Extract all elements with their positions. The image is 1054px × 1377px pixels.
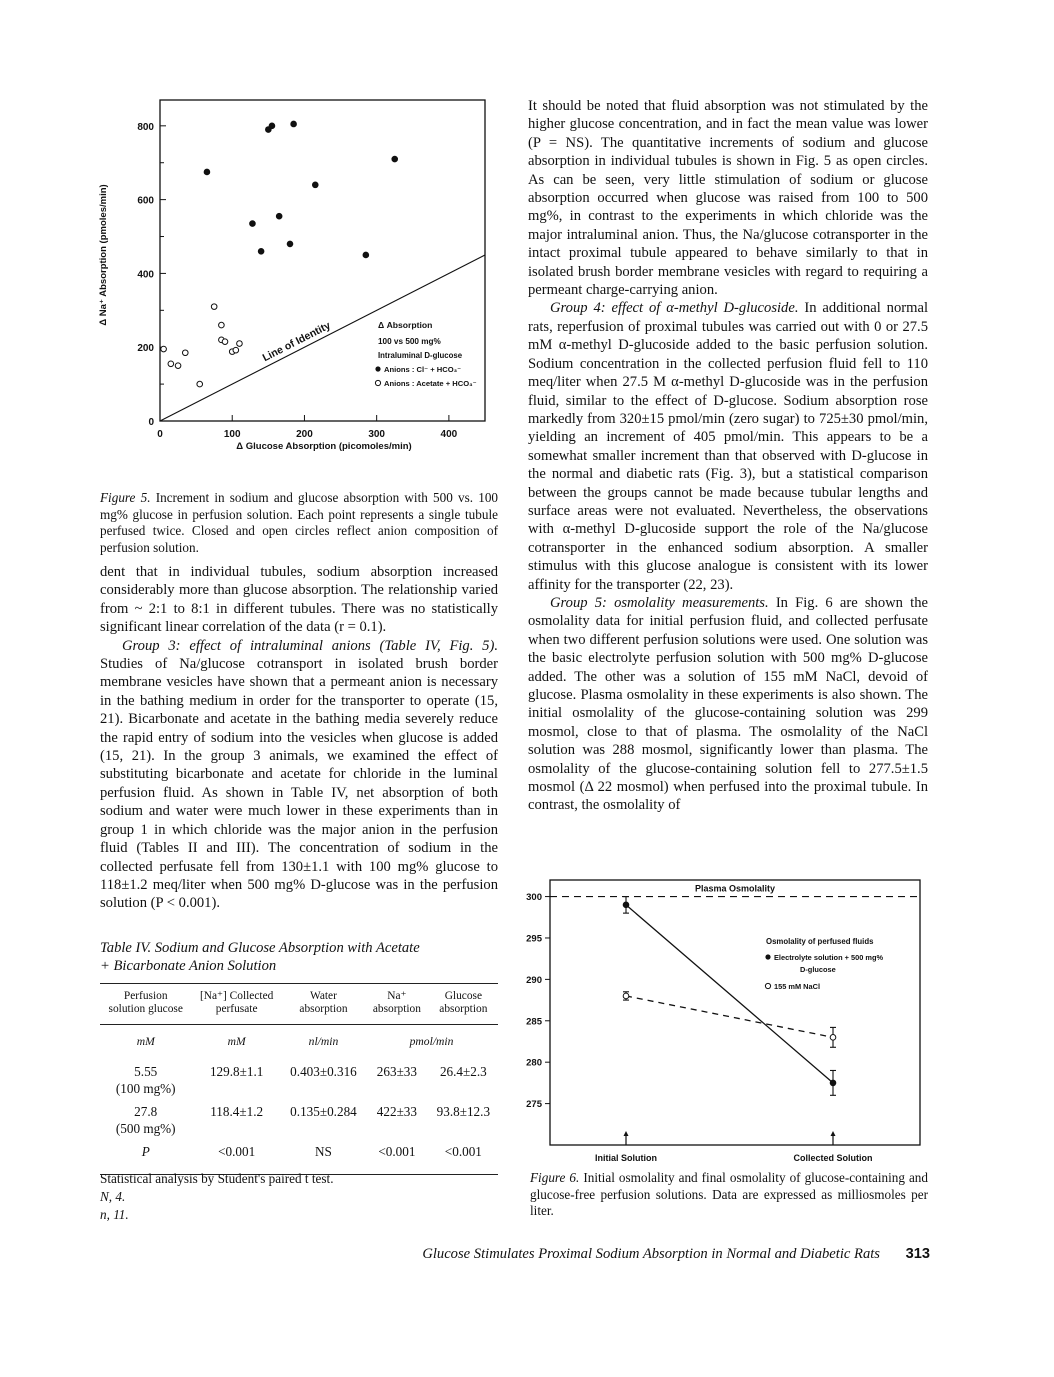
table-4-unit: mM [100, 1025, 191, 1061]
running-title: Glucose Stimulates Proximal Sodium Absorption in Normal and Diabetic Rats [422, 1246, 880, 1262]
fig6-y-tick-label: 295 [526, 933, 542, 945]
figure-5-caption [100, 490, 498, 556]
fig5-point-chloride [363, 252, 369, 258]
fig6-legend-filled-label: Electrolyte solution + 500 mg% D-glucose [774, 953, 884, 974]
fig6-data-point [830, 1080, 836, 1086]
fig5-point-acetate [211, 304, 217, 310]
fig6-x-arrowhead [831, 1131, 836, 1136]
figure-6-caption-text: Initial osmolality and final osmolality of glucose-containing and glucose-free perfusion solutions. Data are expressed as milliosmoles per liter. [530, 1170, 928, 1219]
right-column-text [528, 97, 928, 815]
fig5-legend-filled-marker [375, 366, 380, 371]
group4-heading: Group 4: effect of α-methyl D-glucoside. [550, 300, 799, 317]
fig5-y-tick-label: 800 [137, 121, 154, 133]
right-paragraph-2 [528, 299, 928, 594]
table-4-note: n, 11. [100, 1207, 129, 1222]
fig5-point-acetate [237, 341, 243, 347]
fig5-point-acetate [182, 350, 188, 356]
fig6-x-arrowhead [624, 1131, 629, 1136]
fig6-data-series [623, 897, 836, 1096]
figure-6-caption-label: Figure 6. [530, 1170, 580, 1185]
table-4-header-cell: Glucose absorption [429, 984, 498, 1025]
table-4-unit: nl/min [282, 1025, 365, 1061]
fig5-x-axis-label: Δ Glucose Absorption (picomoles/min) [236, 441, 412, 452]
fig5-x-tick-label: 400 [440, 429, 458, 440]
fig5-point-acetate [219, 322, 225, 328]
right-paragraph-1: It should be noted that fluid absorption was not stimulated by the higher glucose concentration, and in fact the mean value was lower (P = NS). The quantitative increments of sodium and glucose absorption in individual tubules is shown in Fig. 5 as open circles. As can be seen, very little stimulation of sodium or glucose absorption occurred when glucose was raised from 100 to 500 mg%, in contrast to the experiments in which chloride was the major intraluminal anion. Thus, the Na/glucose cotransporter in the intact proximal tubule appeared to behave similarly to that in isolated brush border membrane vesicles with regard to requiring a permeant charge-carrying anion. [528, 98, 928, 299]
fig6-y-tick-label: 280 [526, 1057, 542, 1069]
figure-5-caption-text: Increment in sodium and glucose absorption with 500 vs. 100 mg% glucose in perfusion solution. Each point represents a single tubule perfused twice. Closed and open circles reflect anion composition of perfusion solution. [100, 490, 499, 555]
fig5-point-chloride [392, 156, 398, 162]
table-4-title-line-2: + Bicarbonate Anion Solution [100, 958, 277, 974]
table-cell: 27.8 (500 mg%) [115, 1104, 176, 1136]
fig5-point-chloride [291, 121, 297, 127]
fig6-legend [765, 937, 883, 991]
fig5-point-chloride [276, 213, 282, 219]
fig5-point-acetate [161, 346, 167, 352]
table-cell: <0.001 [429, 1140, 498, 1175]
fig6-legend-open-marker [765, 983, 770, 988]
group5-text: In Fig. 6 are shown the osmolality data for initial perfusion fluid, and collected perfusate when two different perfusion solutions were used. One solution was the basic electrolyte perfusion solution with 500 mg% D-glucose added. The other was a solution of 155 mM NaCl, devoid of glucose. Plasma osmolality in these experiments is also shown. The initial osmolality of the glucose-containing solution was 299 mosmol, close to that of plasma. The osmolality of the NaCl solution was 288 mosmol, significantly lower than plasma. The osmolality of the glucose-containing solution fell to 277.5±1.5 mosmol (Δ 22 mosmol) when perfused into the proximal tubule. In contrast, the osmolality of [528, 594, 928, 814]
fig6-y-tick-label: 290 [526, 974, 542, 986]
fig6-series-line [626, 905, 833, 1083]
figure-6-osmolality-chart [500, 872, 930, 1172]
left-column-text [100, 563, 498, 913]
fig6-x-axis-labels [595, 1131, 873, 1163]
table-4-unit: pmol/min [365, 1025, 498, 1061]
table-row [100, 1100, 498, 1140]
fig5-x-tick-label: 100 [223, 429, 241, 440]
table-cell: 263±33 [376, 1064, 417, 1079]
fig5-y-tick-label: 200 [137, 343, 154, 355]
fig5-point-acetate [197, 381, 203, 387]
fig6-y-tick-label: 275 [526, 1099, 542, 1111]
table-4-title [100, 939, 498, 975]
right-paragraph-3 [528, 594, 928, 815]
table-cell: NS [282, 1140, 365, 1175]
table-cell: 26.4±2.3 [439, 1064, 487, 1079]
table-cell: 422±33 [376, 1104, 417, 1119]
table-4-header-cell: Na⁺ absorption [365, 984, 429, 1025]
table-4-unit: mM [191, 1025, 281, 1061]
table-cell: P [100, 1140, 191, 1175]
fig5-point-acetate [233, 347, 239, 353]
fig5-legend-open-label: Anions : Acetate + HCO₃⁻ [384, 379, 477, 388]
table-cell: 118.4±1.2 [210, 1104, 264, 1119]
figure-5-caption-label: Figure 5. [100, 490, 151, 505]
fig6-data-point [623, 993, 629, 999]
group4-text: In additional normal rats, reperfusion of proximal tubules was carried out with 0 or 27.5 mM α-methyl D-glucoside added to the basic perfusion solution. Sodium concentration in the collected perfusion fluid fell to 110 meq/liter when 27.5 M α-methyl D-glucoside was in the perfusion fluid, similar to the effect of D-glucose. Sodium absorption rose markedly from 320±15 pmol/min (zero sugar) to 725±30 pmol/min, yielding an increment of 405 pmol/min. This appears to be a somewhat smaller increment than that observed with D-glucose in the normal and diabetic rats (Fig. 3), but a statistical comparison between the groups cannot be made because tubular lengths and surface areas were not evaluated. Nevertheless, the observations with α-methyl D-glucoside support the role of the Na/glucose cotransporter in the enhanced sodium absorption. A smaller stimulus with this glucose analogue is consistent with its lower affinity for the transporter (22, 23). [528, 300, 928, 593]
table-cell: 5.55 (100 mg%) [115, 1064, 176, 1096]
table-4-title-line-1: Table IV. Sodium and Glucose Absorption with Acetate [100, 940, 420, 956]
fig5-point-acetate [175, 363, 181, 369]
fig5-point-chloride [258, 248, 264, 254]
fig5-x-tick-label: 0 [157, 429, 163, 440]
figure-5-scatter-chart [88, 90, 508, 465]
page-number: 313 [905, 1246, 930, 1262]
fig6-x-label: Collected Solution [793, 1153, 873, 1163]
fig5-axis-ticks [137, 122, 457, 440]
fig5-point-chloride [204, 169, 210, 175]
group5-heading: Group 5: osmolality measurements. [550, 594, 769, 611]
fig5-legend-title: Δ Absorption [378, 320, 433, 330]
table-cell: 129.8±1.1 [209, 1064, 264, 1079]
fig6-data-point [830, 1035, 836, 1041]
fig6-series-line [626, 996, 833, 1037]
left-paragraph-1: dent that in individual tubules, sodium absorption increased considerably more than glucose absorption. The relationship varied from ~ 2:1 to 8:1 in different tubules. There was no statistically significant linear correlation of the data (r = 0.1). [100, 564, 498, 636]
fig6-y-tick-label: 300 [526, 892, 542, 904]
fig5-point-chloride [269, 123, 275, 129]
table-4-note: Statistical analysis by Student's paired t test. [100, 1171, 334, 1186]
fig6-frame [550, 880, 920, 1145]
fig6-legend-title: Osmolality of perfused fluids [766, 937, 874, 946]
table-4-note: N, 4. [100, 1189, 126, 1204]
fig5-y-tick-label: 0 [148, 417, 154, 428]
fig6-axis-ticks [526, 892, 550, 1110]
fig5-point-chloride [250, 221, 256, 227]
table-4-header-row [100, 984, 498, 1025]
fig6-legend-filled-marker [765, 954, 770, 959]
table-4-notes [100, 1170, 498, 1224]
fig5-legend-filled-label: Anions : Cl⁻ + HCO₃⁻ [384, 365, 462, 374]
page-footer [422, 1245, 930, 1263]
table-4-header-cell: [Na⁺] Collected perfusate [191, 984, 281, 1025]
table-cell: <0.001 [365, 1140, 429, 1175]
table-4-header-cell: Water absorption [282, 984, 365, 1025]
fig5-legend-open-marker [375, 380, 380, 385]
fig6-data-point [623, 902, 629, 908]
fig5-point-acetate [168, 361, 174, 367]
table-cell: <0.001 [191, 1140, 281, 1175]
figure-6-caption [530, 1170, 928, 1220]
fig6-legend-open-label: 155 mM NaCl [774, 982, 821, 991]
fig5-x-tick-label: 300 [368, 429, 386, 440]
table-cell: 0.403±0.316 [290, 1064, 357, 1079]
fig5-y-tick-label: 400 [137, 269, 154, 281]
fig5-y-tick-label: 600 [137, 195, 154, 207]
table-4 [100, 983, 498, 1175]
fig5-x-tick-label: 200 [296, 429, 313, 440]
fig5-point-chloride [287, 241, 293, 247]
fig5-legend [375, 320, 476, 388]
table-4-units-row [100, 1025, 498, 1061]
fig5-point-chloride [312, 182, 318, 188]
fig6-y-tick-label: 285 [526, 1016, 542, 1028]
table-cell: 93.8±12.3 [436, 1104, 491, 1119]
fig6-x-label: Initial Solution [595, 1153, 657, 1163]
fig5-identity-line-label: Line of Identity [260, 319, 333, 365]
fig5-point-acetate [222, 339, 228, 345]
fig5-legend-subtitle-2: Intraluminal D-glucose [378, 351, 463, 360]
fig5-y-axis-label: Δ Na⁺ Absorption (pmoles/min) [98, 184, 109, 326]
left-paragraph-2 [100, 637, 498, 913]
table-row [100, 1060, 498, 1100]
fig6-plasma-osmolality-label: Plasma Osmolality [694, 883, 776, 894]
fig5-legend-subtitle: 100 vs 500 mg% [378, 337, 441, 346]
table-cell: 0.135±0.284 [290, 1104, 357, 1119]
table-4-header-cell: Perfusion solution glucose [100, 984, 191, 1025]
group3-text: Studies of Na/glucose cotransport in isolated brush border membrane vesicles have shown that a permeant anion is necessary in the bathing medium in order for the transporter to operate (15, 21). Bicarbonate and acetate in the bathing media severely reduce the rapid entry of sodium into the vesicles when glucose is added (15, 21). In the group 3 animals, we examined the effect of substituting bicarbonate and acetate for chloride in the luminal perfusion fluid. As shown in Table IV, net absorption of both sodium and water were much lower in these experiments than in group 1 in which chloride was the major anion in the perfusion fluid (Tables II and III). The concentration of sodium in the collected perfusate fell from 130±1.1 with 100 mg% glucose to 118±1.2 meq/liter when 500 mg% D-glucose was in the perfusion solution (P < 0.001). [100, 656, 498, 912]
group3-heading: Group 3: effect of intraluminal anions (Table IV, Fig. 5). [122, 637, 498, 654]
